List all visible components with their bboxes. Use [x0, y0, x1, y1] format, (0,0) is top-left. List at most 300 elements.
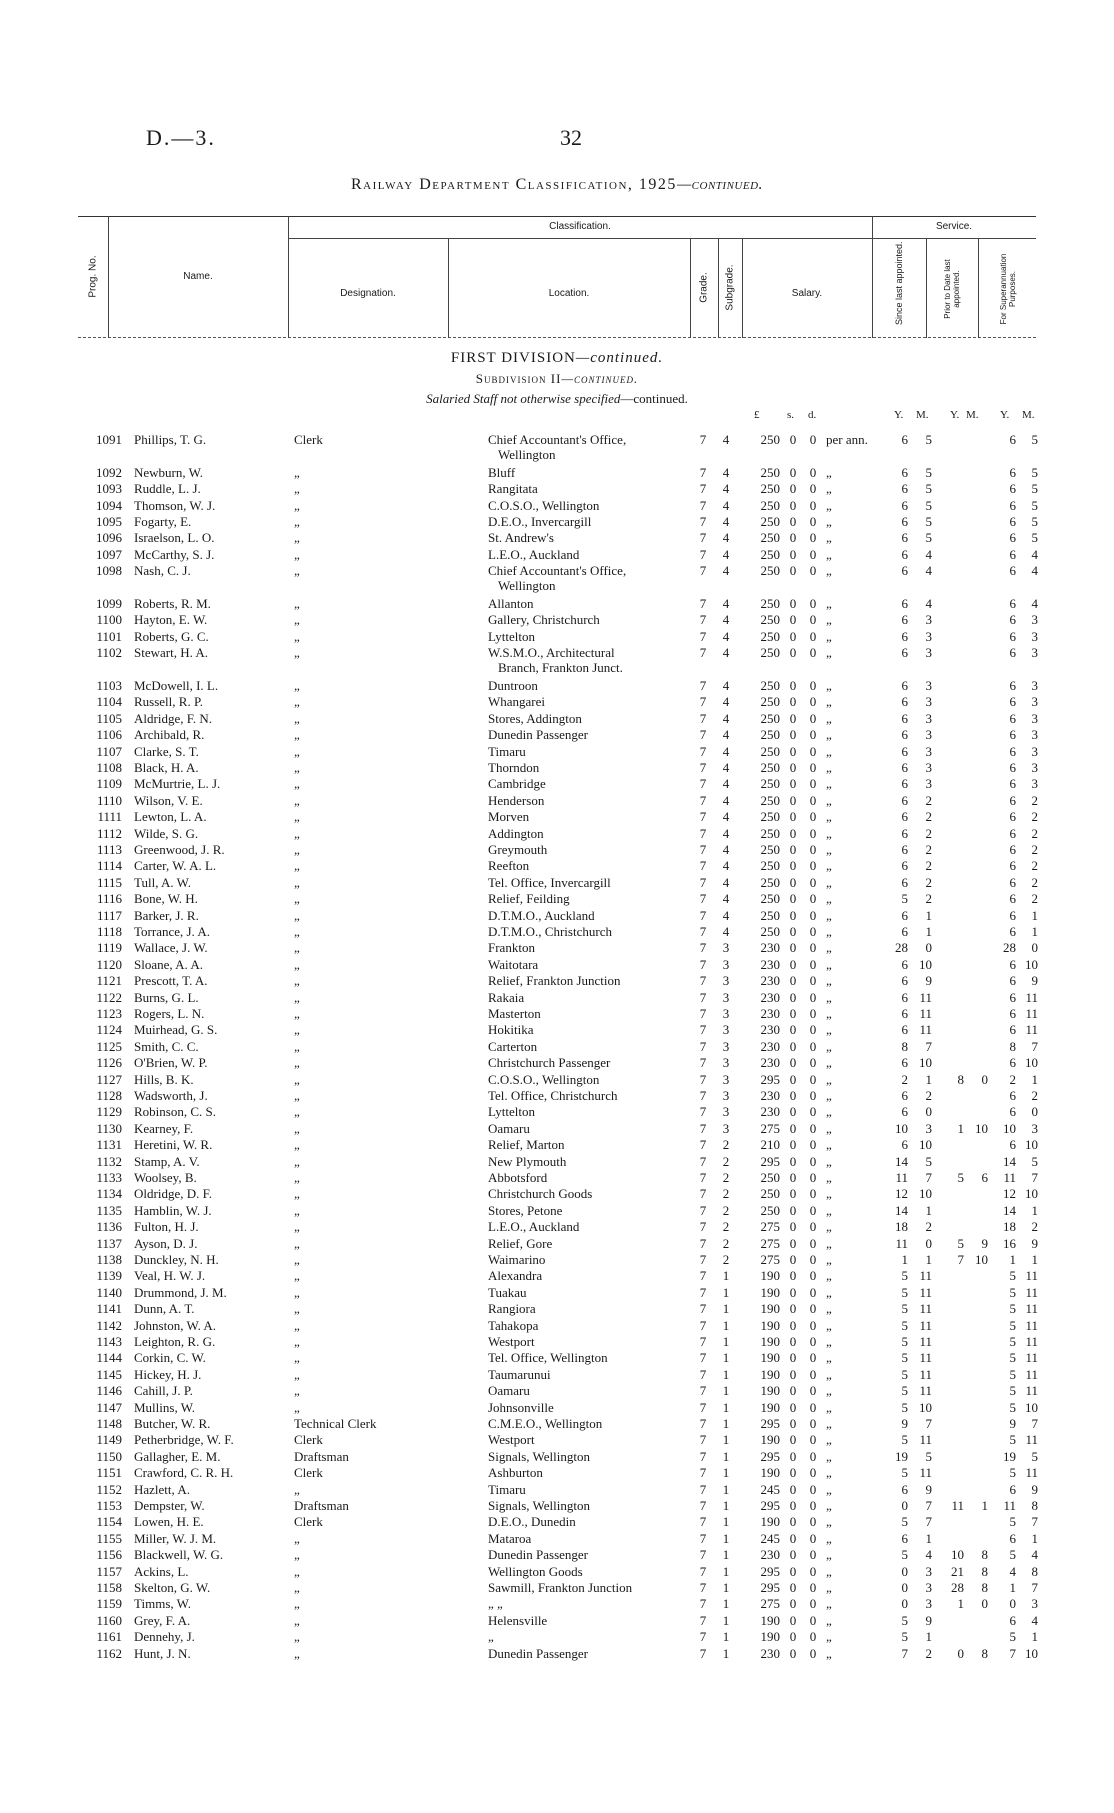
cell-loc: Dunedin Passenger [488, 1547, 589, 1563]
cell-m2: 8 [981, 1645, 988, 1661]
cell-per: „ [826, 858, 832, 874]
header-for-superannuation: For Superannuation Purposes. [999, 253, 1017, 325]
cell-des: „ [294, 1268, 300, 1284]
cell-y1: 6 [901, 710, 908, 726]
cell-y3: 6 [1009, 1088, 1016, 1103]
cell-no: 1135 [96, 1202, 122, 1218]
cell-per: „ [826, 678, 832, 693]
cell-des: „ [294, 694, 300, 710]
cell-m1: 7 [925, 1514, 932, 1530]
cell-m3: 5 [1031, 514, 1038, 529]
cell-loc: Lyttelton [488, 1104, 535, 1120]
cell-s: 0 [789, 1383, 797, 1399]
cell-gr: 7 [699, 727, 707, 743]
cell-s: 0 [789, 1448, 797, 1464]
cell-d: 0 [809, 1498, 817, 1513]
cell-loc: Timaru [488, 1481, 526, 1497]
cell-pd: 230 [760, 1006, 780, 1021]
cell-y1: 6 [901, 694, 908, 710]
cell-y3: 5 [1009, 1547, 1016, 1563]
cell-des: „ [294, 563, 300, 579]
cell-s: 0 [789, 907, 797, 923]
cell-s: 0 [789, 1629, 797, 1645]
cell-loc: Thorndon [488, 760, 540, 775]
cell-y3: 14 [1003, 1202, 1016, 1218]
cell-gr: 7 [699, 760, 707, 775]
cell-m3: 3 [1031, 760, 1038, 775]
cell-gr: 7 [699, 464, 707, 480]
cell-sg: 2 [722, 1202, 730, 1218]
cell-y3: 6 [1009, 628, 1016, 644]
cell-d: 0 [809, 842, 817, 857]
cell-des: „ [294, 1120, 300, 1136]
cell-per: „ [826, 1022, 832, 1038]
cell-s: 0 [789, 514, 797, 529]
cell-y3: 6 [1009, 481, 1016, 497]
cell-sg: 4 [722, 497, 730, 513]
header-salary: Salary. [791, 288, 823, 299]
cell-no: 1119 [96, 940, 122, 956]
cell-m1: 1 [925, 1202, 932, 1218]
cell-pd: 230 [760, 1055, 780, 1071]
cell-sg: 1 [722, 1317, 730, 1333]
cell-y1: 6 [901, 858, 908, 874]
cell-y1: 18 [895, 1219, 908, 1235]
cell-y3: 5 [1009, 1514, 1016, 1530]
cell-sg: 4 [722, 514, 730, 529]
cell-s: 0 [789, 1284, 797, 1300]
cell-pd: 295 [760, 1498, 780, 1513]
cell-m1: 1 [925, 1629, 932, 1645]
subdivision-title-main: Subdivision II [475, 371, 562, 386]
cell-des: „ [294, 1350, 300, 1366]
cell-s: 0 [789, 1547, 797, 1563]
cell-no: 1132 [96, 1153, 122, 1169]
cell-d: 0 [809, 563, 817, 579]
cell-m1: 11 [919, 1022, 932, 1038]
cell-loc: Whangarei [488, 694, 546, 710]
cell-pd: 230 [760, 1088, 780, 1103]
cell-loc: Allanton [488, 596, 534, 611]
cell-name: Black, H. A. [134, 760, 199, 775]
cell-des: „ [294, 1383, 300, 1399]
cell-m3: 2 [1031, 825, 1038, 841]
cell-gr: 7 [699, 1301, 707, 1317]
cell-per: „ [826, 1120, 832, 1136]
cell-s: 0 [789, 891, 797, 907]
cell-loc: Morven [488, 809, 530, 825]
header-bottom-rule [78, 337, 1036, 338]
cell-m2: 8 [981, 1547, 988, 1563]
cell-name: Butcher, W. R. [134, 1416, 211, 1431]
subdivision-title [0, 371, 1114, 387]
cell-s: 0 [789, 1071, 797, 1087]
cell-per: „ [826, 940, 832, 956]
cell-y3: 6 [1009, 842, 1016, 857]
cell-no: 1142 [96, 1317, 122, 1333]
cell-y3: 6 [1009, 1055, 1016, 1071]
cell-per: „ [826, 1071, 832, 1087]
cell-d: 0 [809, 1514, 817, 1530]
cell-pd: 250 [760, 497, 780, 513]
page-number: 32 [560, 125, 582, 150]
cell-des: „ [294, 1645, 300, 1661]
cell-m3: 10 [1025, 1137, 1038, 1153]
cell-des: „ [294, 1153, 300, 1169]
cell-m3: 5 [1031, 497, 1038, 513]
cell-d: 0 [809, 1252, 817, 1267]
cell-m1: 3 [925, 727, 932, 743]
cell-pd: 190 [760, 1284, 780, 1300]
header-name: Name. [183, 271, 213, 282]
cell-y1: 6 [901, 1481, 908, 1497]
header-grade: Grade. [698, 272, 710, 303]
cell-m3: 2 [1031, 1219, 1038, 1235]
cell-m3: 11 [1025, 1006, 1038, 1021]
cell-pd: 230 [760, 1104, 780, 1120]
cell-d: 0 [809, 1268, 817, 1284]
cell-s: 0 [789, 432, 797, 447]
cell-d: 0 [809, 776, 817, 792]
cell-y2: 5 [957, 1235, 964, 1251]
cell-des: „ [294, 1530, 300, 1546]
cell-name: Dunn, A. T. [134, 1301, 195, 1317]
cell-name: Tull, A. W. [134, 874, 191, 890]
cell-d: 0 [809, 1219, 817, 1235]
cell-gr: 7 [699, 612, 707, 628]
cell-loc: Chief Accountant's Office, [488, 563, 627, 579]
cell-y1: 5 [901, 1383, 908, 1399]
cell-gr: 7 [699, 1186, 707, 1202]
cell-m1: 10 [919, 1186, 932, 1202]
cell-m1: 3 [925, 710, 932, 726]
cell-location-continued: Wellington [498, 447, 556, 462]
cell-y2: 8 [957, 1071, 964, 1087]
cell-y1: 6 [901, 1137, 908, 1153]
cell-m3: 5 [1031, 1448, 1038, 1464]
cell-per: „ [826, 727, 832, 743]
cell-d: 0 [809, 858, 817, 874]
cell-per: „ [826, 694, 832, 710]
cell-m3: 11 [1025, 1350, 1038, 1366]
cell-m3: 11 [1025, 1268, 1038, 1284]
cell-y3: 6 [1009, 612, 1016, 628]
cell-m3: 5 [1031, 1153, 1038, 1169]
cell-d: 0 [809, 481, 817, 497]
cell-per: „ [826, 1038, 832, 1054]
cell-per: „ [826, 710, 832, 726]
cell-no: 1128 [96, 1088, 122, 1103]
unit-pence: d. [808, 409, 817, 421]
cell-name: Leighton, R. G. [134, 1334, 216, 1349]
cell-s: 0 [789, 1399, 797, 1415]
cell-gr: 7 [699, 1055, 707, 1071]
cell-loc: Rangitata [488, 481, 538, 497]
cell-gr: 7 [699, 1317, 707, 1333]
cell-no: 1099 [96, 596, 122, 611]
cell-name: Grey, F. A. [134, 1612, 191, 1628]
cell-y1: 6 [901, 760, 908, 775]
cell-s: 0 [789, 809, 797, 825]
cell-sg: 4 [722, 694, 730, 710]
cell-m3: 5 [1031, 530, 1038, 546]
cell-pd: 250 [760, 432, 780, 447]
cell-d: 0 [809, 1448, 817, 1464]
cell-loc: Cambridge [488, 776, 546, 792]
cell-gr: 7 [699, 1563, 707, 1579]
cell-m3: 2 [1031, 809, 1038, 825]
cell-name: Miller, W. J. M. [134, 1530, 217, 1546]
cell-name: Lowen, H. E. [134, 1514, 204, 1530]
cell-no: 1112 [96, 825, 122, 841]
cell-no: 1139 [96, 1268, 122, 1284]
cell-m1: 10 [919, 1137, 932, 1153]
cell-name: Dunckley, N. H. [134, 1252, 219, 1267]
cell-m3: 4 [1031, 1612, 1038, 1628]
cell-pd: 230 [760, 1645, 780, 1661]
cell-s: 0 [789, 464, 797, 480]
cell-m1: 5 [925, 464, 932, 480]
cell-no: 1162 [96, 1645, 122, 1661]
cell-y3: 6 [1009, 907, 1016, 923]
cell-des: „ [294, 792, 300, 808]
cell-s: 0 [789, 1006, 797, 1021]
cell-m1: 11 [919, 1350, 932, 1366]
cell-y3: 6 [1009, 727, 1016, 743]
cell-per: „ [826, 743, 832, 759]
cell-sg: 1 [722, 1547, 730, 1563]
cell-gr: 7 [699, 858, 707, 874]
cell-y3: 14 [1003, 1153, 1016, 1169]
cell-m3: 2 [1031, 842, 1038, 857]
cell-m3: 11 [1025, 1366, 1038, 1382]
cell-name: Roberts, G. C. [134, 628, 209, 644]
cell-d: 0 [809, 924, 817, 939]
cell-m3: 7 [1031, 1038, 1038, 1054]
cell-y3: 6 [1009, 743, 1016, 759]
cell-gr: 7 [699, 1416, 707, 1431]
cell-y3: 6 [1009, 874, 1016, 890]
cell-pd: 250 [760, 481, 780, 497]
cell-des: „ [294, 546, 300, 562]
cell-s: 0 [789, 1055, 797, 1071]
cell-m2: 6 [981, 1170, 988, 1185]
cell-no: 1100 [96, 612, 122, 628]
cell-y3: 6 [1009, 645, 1016, 661]
cell-loc: Bluff [488, 464, 516, 480]
table-header [78, 216, 1036, 338]
cell-gr: 7 [699, 1268, 707, 1284]
cell-no: 1103 [96, 678, 122, 693]
cell-s: 0 [789, 1170, 797, 1185]
cell-loc: Carterton [488, 1038, 538, 1054]
cell-no: 1120 [96, 956, 122, 972]
cell-per: „ [826, 1366, 832, 1382]
cell-loc: Frankton [488, 940, 535, 956]
cell-y1: 6 [901, 497, 908, 513]
cell-d: 0 [809, 1104, 817, 1120]
cell-name: Newburn, W. [134, 464, 203, 480]
cell-no: 1156 [96, 1547, 122, 1563]
cell-name: Russell, R. P. [134, 694, 203, 710]
cell-per: „ [826, 1055, 832, 1071]
cell-y1: 6 [901, 874, 908, 890]
cell-s: 0 [789, 694, 797, 710]
cell-gr: 7 [699, 776, 707, 792]
cell-des: „ [294, 743, 300, 759]
cell-no: 1133 [96, 1170, 122, 1185]
cell-pd: 250 [760, 776, 780, 792]
cell-m2: 1 [981, 1498, 988, 1513]
cell-name: Lewton, L. A. [134, 809, 207, 825]
cell-m3: 1 [1031, 1629, 1038, 1645]
cell-per: „ [826, 989, 832, 1005]
cell-d: 0 [809, 989, 817, 1005]
cell-gr: 7 [699, 1465, 707, 1481]
cell-y2: 5 [957, 1170, 964, 1185]
cell-y1: 6 [901, 1022, 908, 1038]
cell-y3: 6 [1009, 1006, 1016, 1021]
cell-s: 0 [789, 1137, 797, 1153]
cell-per: „ [826, 1514, 832, 1530]
cell-gr: 7 [699, 1530, 707, 1546]
cell-per: „ [826, 907, 832, 923]
cell-sg: 3 [722, 989, 730, 1005]
cell-y3: 18 [1003, 1219, 1016, 1235]
cell-sg: 2 [722, 1137, 730, 1153]
cell-pd: 245 [760, 1481, 780, 1497]
cell-s: 0 [789, 956, 797, 972]
cell-gr: 7 [699, 825, 707, 841]
cell-y3: 6 [1009, 1481, 1016, 1497]
cell-sg: 4 [722, 842, 730, 857]
cell-s: 0 [789, 1301, 797, 1317]
cell-y1: 6 [901, 546, 908, 562]
cell-y3: 6 [1009, 678, 1016, 693]
cell-loc: Tel. Office, Wellington [488, 1350, 608, 1366]
unit-months-1: M. [916, 409, 929, 421]
cell-no: 1147 [96, 1399, 122, 1415]
cell-m1: 7 [925, 1038, 932, 1054]
cell-m3: 10 [1025, 1645, 1038, 1661]
cell-sg: 1 [722, 1580, 730, 1595]
cell-m3: 4 [1031, 546, 1038, 562]
cell-sg: 1 [722, 1268, 730, 1284]
cell-y1: 6 [901, 596, 908, 611]
cell-des: „ [294, 973, 300, 989]
cell-m1: 2 [925, 809, 932, 825]
subdivision-title-suffix: —continued. [561, 371, 639, 386]
cell-loc: D.E.O., Dunedin [488, 1514, 576, 1530]
cell-m1: 0 [925, 1235, 932, 1251]
cell-m1: 11 [919, 1006, 932, 1021]
cell-d: 0 [809, 1350, 817, 1366]
cell-y3: 9 [1009, 1416, 1016, 1431]
cell-sg: 3 [722, 956, 730, 972]
cell-m1: 2 [925, 1645, 932, 1661]
cell-des: „ [294, 481, 300, 497]
cell-loc: C.O.S.O., Wellington [488, 497, 600, 513]
cell-d: 0 [809, 973, 817, 989]
cell-gr: 7 [699, 481, 707, 497]
cell-pd: 250 [760, 907, 780, 923]
cell-des: „ [294, 1284, 300, 1300]
cell-y1: 6 [901, 924, 908, 939]
cell-y3: 6 [1009, 973, 1016, 989]
cell-sg: 4 [722, 891, 730, 907]
cell-y1: 5 [901, 1301, 908, 1317]
cell-m1: 1 [925, 907, 932, 923]
cell-no: 1122 [96, 989, 122, 1005]
cell-des: „ [294, 1022, 300, 1038]
cell-gr: 7 [699, 1498, 707, 1513]
cell-y1: 10 [895, 1120, 908, 1136]
cell-des: „ [294, 1252, 300, 1267]
cell-m1: 4 [925, 546, 932, 562]
cell-des: „ [294, 727, 300, 743]
cell-sg: 1 [722, 1416, 730, 1431]
cell-loc: Ashburton [488, 1465, 543, 1481]
cell-m1: 11 [919, 1366, 932, 1382]
cell-sg: 4 [722, 628, 730, 644]
cell-sg: 4 [722, 678, 730, 693]
cell-gr: 7 [699, 546, 707, 562]
cell-pd: 250 [760, 891, 780, 907]
cell-m3: 8 [1031, 1498, 1038, 1513]
cell-pd: 250 [760, 1170, 780, 1185]
cell-pd: 230 [760, 1547, 780, 1563]
cell-sg: 3 [722, 940, 730, 956]
cell-loc: Addington [488, 825, 544, 841]
cell-no: 1110 [96, 792, 122, 808]
cell-name: Dennehy, J. [134, 1629, 195, 1645]
cell-gr: 7 [699, 1448, 707, 1464]
cell-m3: 0 [1031, 940, 1038, 956]
division-title-suffix: —continued. [575, 350, 664, 366]
cell-name: Wallace, J. W. [134, 940, 208, 956]
cell-d: 0 [809, 1465, 817, 1481]
cell-gr: 7 [699, 907, 707, 923]
cell-no: 1102 [96, 645, 122, 661]
cell-y3: 4 [1009, 1563, 1016, 1579]
cell-m3: 10 [1025, 1186, 1038, 1202]
cell-name: Ayson, D. J. [134, 1235, 198, 1251]
cell-des: „ [294, 1580, 300, 1595]
cell-name: O'Brien, W. P. [134, 1055, 208, 1071]
divider [288, 216, 289, 338]
cell-loc: L.E.O., Auckland [488, 1219, 580, 1235]
cell-y1: 6 [901, 563, 908, 579]
cell-per: „ [826, 792, 832, 808]
cell-m3: 2 [1031, 858, 1038, 874]
cell-m3: 1 [1031, 924, 1038, 939]
divider [926, 238, 927, 338]
cell-des: „ [294, 464, 300, 480]
cell-s: 0 [789, 1645, 797, 1661]
cell-name: McDowell, I. L. [134, 678, 219, 693]
cell-sg: 4 [722, 809, 730, 825]
cell-m3: 2 [1031, 1088, 1038, 1103]
cell-per: „ [826, 563, 832, 579]
cell-m2: 0 [981, 1596, 988, 1612]
cell-s: 0 [789, 1186, 797, 1202]
cell-gr: 7 [699, 596, 707, 611]
cell-per: „ [826, 1580, 832, 1595]
cell-des: „ [294, 628, 300, 644]
cell-no: 1091 [96, 432, 122, 447]
cell-des: „ [294, 891, 300, 907]
cell-d: 0 [809, 1481, 817, 1497]
